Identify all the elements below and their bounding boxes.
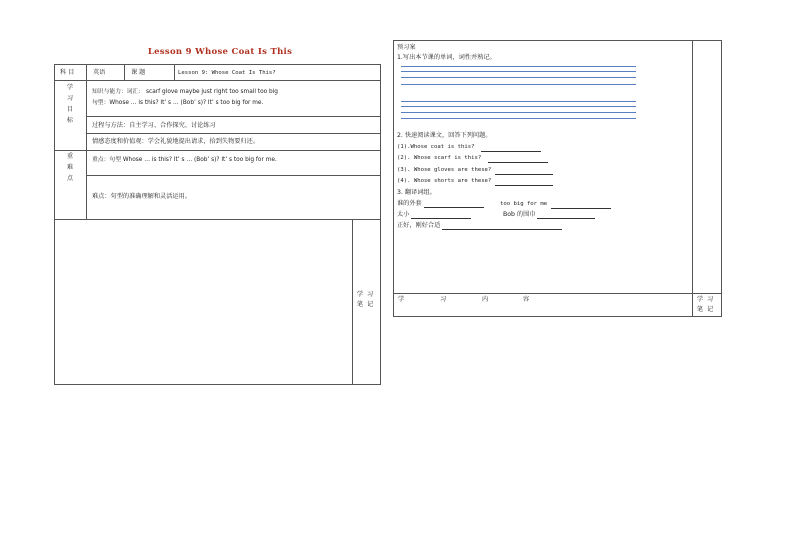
answer-blank-2[interactable] bbox=[488, 155, 548, 163]
notes-label-left: 学习笔记 bbox=[356, 291, 378, 308]
question-2-text: (2). Whose scarf is this? bbox=[397, 155, 482, 161]
phrase-blank-3[interactable] bbox=[411, 211, 471, 219]
answer-blank-3[interactable] bbox=[495, 167, 553, 175]
difficulty-label: 重难点 bbox=[66, 153, 74, 182]
answer-blank-1[interactable] bbox=[481, 144, 541, 152]
difficult-point: 难点：句型的准确理解和灵活运用。 bbox=[92, 193, 191, 200]
content-label-4: 容 bbox=[523, 296, 530, 303]
phrase-blank-5[interactable] bbox=[442, 222, 562, 230]
page-title: Lesson 9 Whose Coat Is This bbox=[147, 47, 293, 57]
phrase-2 bbox=[500, 200, 611, 209]
subject-label: 科 目 bbox=[60, 69, 75, 76]
topic-label: 课 题 bbox=[131, 69, 146, 76]
objectives-label: 学习目标 bbox=[66, 84, 74, 124]
preview-title: 预习案 bbox=[397, 44, 416, 51]
lesson-plan-table bbox=[54, 64, 381, 385]
phrase-4-text: Bob 的围巾 bbox=[503, 211, 536, 218]
question-4-text: (4). Whose shorts are these? bbox=[397, 178, 492, 184]
content-label-2: 习 bbox=[440, 296, 447, 303]
topic-value: Lesson 9: Whose Coat Is This? bbox=[178, 70, 276, 76]
phrase-3-text: 太小 bbox=[397, 211, 410, 218]
question-1-text: (1).Whose coat is this? bbox=[397, 144, 475, 150]
phrase-3 bbox=[397, 210, 471, 219]
phrase-1-text: 谁的外套 bbox=[397, 200, 422, 207]
key-point: 重点：句型 Whose … is this? It’ s … (Bob’ s)? It’ s too big for me. bbox=[92, 157, 277, 163]
phrase-blank-4[interactable] bbox=[537, 211, 595, 219]
phrase-blank-2[interactable] bbox=[551, 201, 611, 209]
answer-blank-4[interactable] bbox=[495, 178, 553, 186]
phrase-5 bbox=[397, 221, 562, 230]
question-3 bbox=[397, 166, 553, 175]
phrase-2-text: too big for me bbox=[500, 201, 548, 207]
objective-attitude: 情感态度和价值观：学会礼貌地提出请求，拾到失物要归还。 bbox=[92, 138, 260, 145]
question-3-text: (3). Whose gloves are these? bbox=[397, 167, 492, 173]
subject-value: 英语 bbox=[93, 69, 106, 76]
phrase-5-text: 正好，刚好合适 bbox=[397, 222, 441, 229]
content-label-1: 学 bbox=[398, 296, 405, 303]
question-4 bbox=[397, 177, 553, 186]
question-2 bbox=[397, 154, 548, 163]
objective-process: 过程与方法：自主学习、合作探究、讨论练习 bbox=[92, 122, 216, 129]
phrase-blank-1[interactable] bbox=[424, 200, 484, 208]
notes-label-right: 学习笔记 bbox=[696, 296, 718, 313]
task-1: 1.写出本节课的单词，词性并熟记。 bbox=[397, 54, 496, 61]
phrase-4 bbox=[503, 210, 595, 219]
phrase-1 bbox=[397, 199, 484, 208]
task-3: 3. 翻译词组。 bbox=[397, 189, 436, 196]
objective-knowledge: 知识与能力：词汇： scarf glove maybe just right too small too big bbox=[92, 89, 278, 95]
content-label-3: 内 bbox=[482, 296, 489, 303]
question-1 bbox=[397, 143, 541, 152]
objective-sentence: 句型：Whose … is this? It’ s … (Bob’ s)? It’ s too big for me. bbox=[92, 100, 264, 106]
task-2: 2. 快速阅读课文，回答下列问题。 bbox=[397, 132, 492, 139]
